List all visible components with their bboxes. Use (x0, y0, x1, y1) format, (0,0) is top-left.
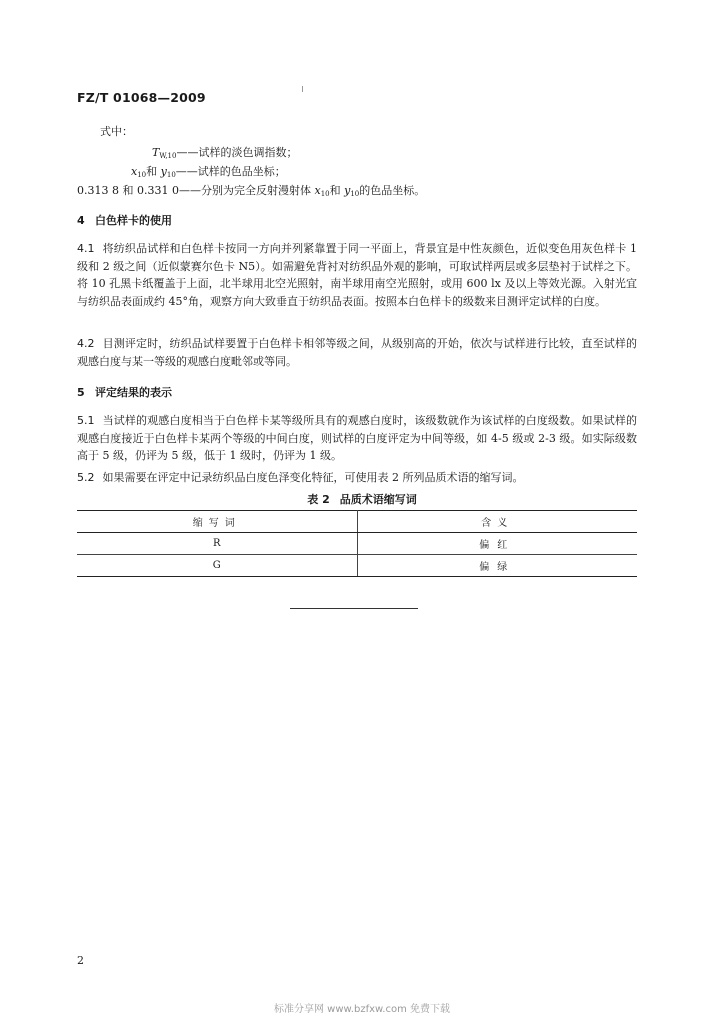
tw-symbol: T (152, 146, 160, 159)
standard-code-header: FZ/T 01068—2009 (77, 90, 206, 105)
section-5-title: 评定结果的表示 (95, 386, 172, 399)
abbr-cell: R (77, 533, 357, 555)
tw-subscript: W,10 (159, 152, 177, 160)
clause-4-1-number: 4.1 (77, 242, 95, 255)
formula-note-reference (77, 183, 425, 202)
section-4-number: 4 (77, 214, 85, 227)
clause-5-1 (77, 412, 637, 465)
abbreviation-table (77, 510, 637, 577)
table-2-title: 品质术语缩写词 (339, 493, 417, 506)
table-2-number: 表 2 (307, 493, 330, 506)
clause-4-2 (77, 335, 637, 370)
clause-5-2-number: 5.2 (77, 471, 95, 484)
header-abbreviation: 缩写词 (77, 511, 357, 533)
x-subscript: 10 (137, 171, 147, 179)
formula-note-tw (152, 145, 297, 164)
clause-5-2-text: 如果需要在评定中记录纺织品白度色泽变化特征，可使用表 2 所列品质术语的缩写词。 (102, 471, 524, 484)
and-text: 和 (146, 165, 161, 178)
page-number: 2 (77, 954, 84, 967)
ref-y-subscript: 10 (350, 190, 360, 198)
header-meaning: 含义 (357, 511, 637, 533)
scan-mark (302, 86, 303, 92)
clause-4-2-number: 4.2 (77, 337, 95, 350)
clause-5-1-number: 5.1 (77, 414, 95, 427)
clause-4-1-text: 将纺织品试样和白色样卡按同一方向并列紧靠置于同一平面上，背景宜是中性灰颜色，近似变色用灰色样卡 1 级和 2 级之间（近似蒙赛尔色卡 N5）。如需避免背衬对纺织品外观的影响，可取试样两层或多层垫衬于试样之下。将 10 孔黑卡纸覆盖于上面，北半球用北空光照射，南半球用南空光照射，或用 600 lx 及以上等效光源。入射光宜与纺织品表面成约 45°角，观察方向大致垂直于纺织品表面。按照本白色样卡的级数来目测评定试样的白度。 (77, 242, 637, 308)
abbr-cell: G (77, 555, 357, 577)
meaning-cell: 偏红 (357, 533, 637, 555)
ref-x-subscript: 10 (320, 190, 330, 198)
tw-description: ——试样的淡色调指数； (176, 146, 298, 159)
ref-and-text: 和 (329, 184, 345, 197)
watermark-text: 标准分享网 www.bzfxw.com 免费下载 (274, 1004, 450, 1015)
ref-y-symbol: y (344, 184, 351, 197)
clause-4-1 (77, 240, 637, 310)
xy-description: ——试样的色品坐标； (175, 165, 286, 178)
section-4-heading (77, 212, 172, 228)
end-of-text-rule (290, 608, 418, 609)
reference-end: 的色品坐标。 (359, 184, 426, 197)
clause-5-2 (77, 469, 637, 487)
reference-text: 0.313 8 和 0.331 0——分别为完全反射漫射体 (77, 184, 315, 197)
y-subscript: 10 (166, 171, 176, 179)
section-4-title: 白色样卡的使用 (95, 214, 172, 227)
clause-4-2-text: 目测评定时，纺织品试样要置于白色样卡相邻等级之间，从级别高的开始，依次与试样进行比较，直至试样的观感白度与某一等级的观感白度毗邻或等同。 (77, 337, 637, 368)
section-5-heading (77, 384, 172, 400)
table-row (77, 555, 637, 577)
formula-note-xy (131, 164, 286, 183)
table-2-caption (0, 491, 724, 507)
x-symbol: x (131, 165, 138, 178)
y-symbol: y (160, 165, 167, 178)
table-header-row (77, 511, 637, 533)
formula-notes-intro: 式中： (100, 125, 133, 138)
section-5-number: 5 (77, 386, 85, 399)
clause-5-1-text: 当试样的观感白度相当于白色样卡某等级所具有的观感白度时，该级数就作为该试样的白度级数。如果试样的观感白度接近于白色样卡某两个等级的中间白度，则试样的白度评定为中间等级，如 4-5 级或 2-3 级。如实际级数高于 5 级，仍评为 5 级，低于 1 级时，仍评为 1 级。 (77, 414, 637, 462)
meaning-cell: 偏绿 (357, 555, 637, 577)
table-row (77, 533, 637, 555)
ref-x-symbol: x (314, 184, 321, 197)
